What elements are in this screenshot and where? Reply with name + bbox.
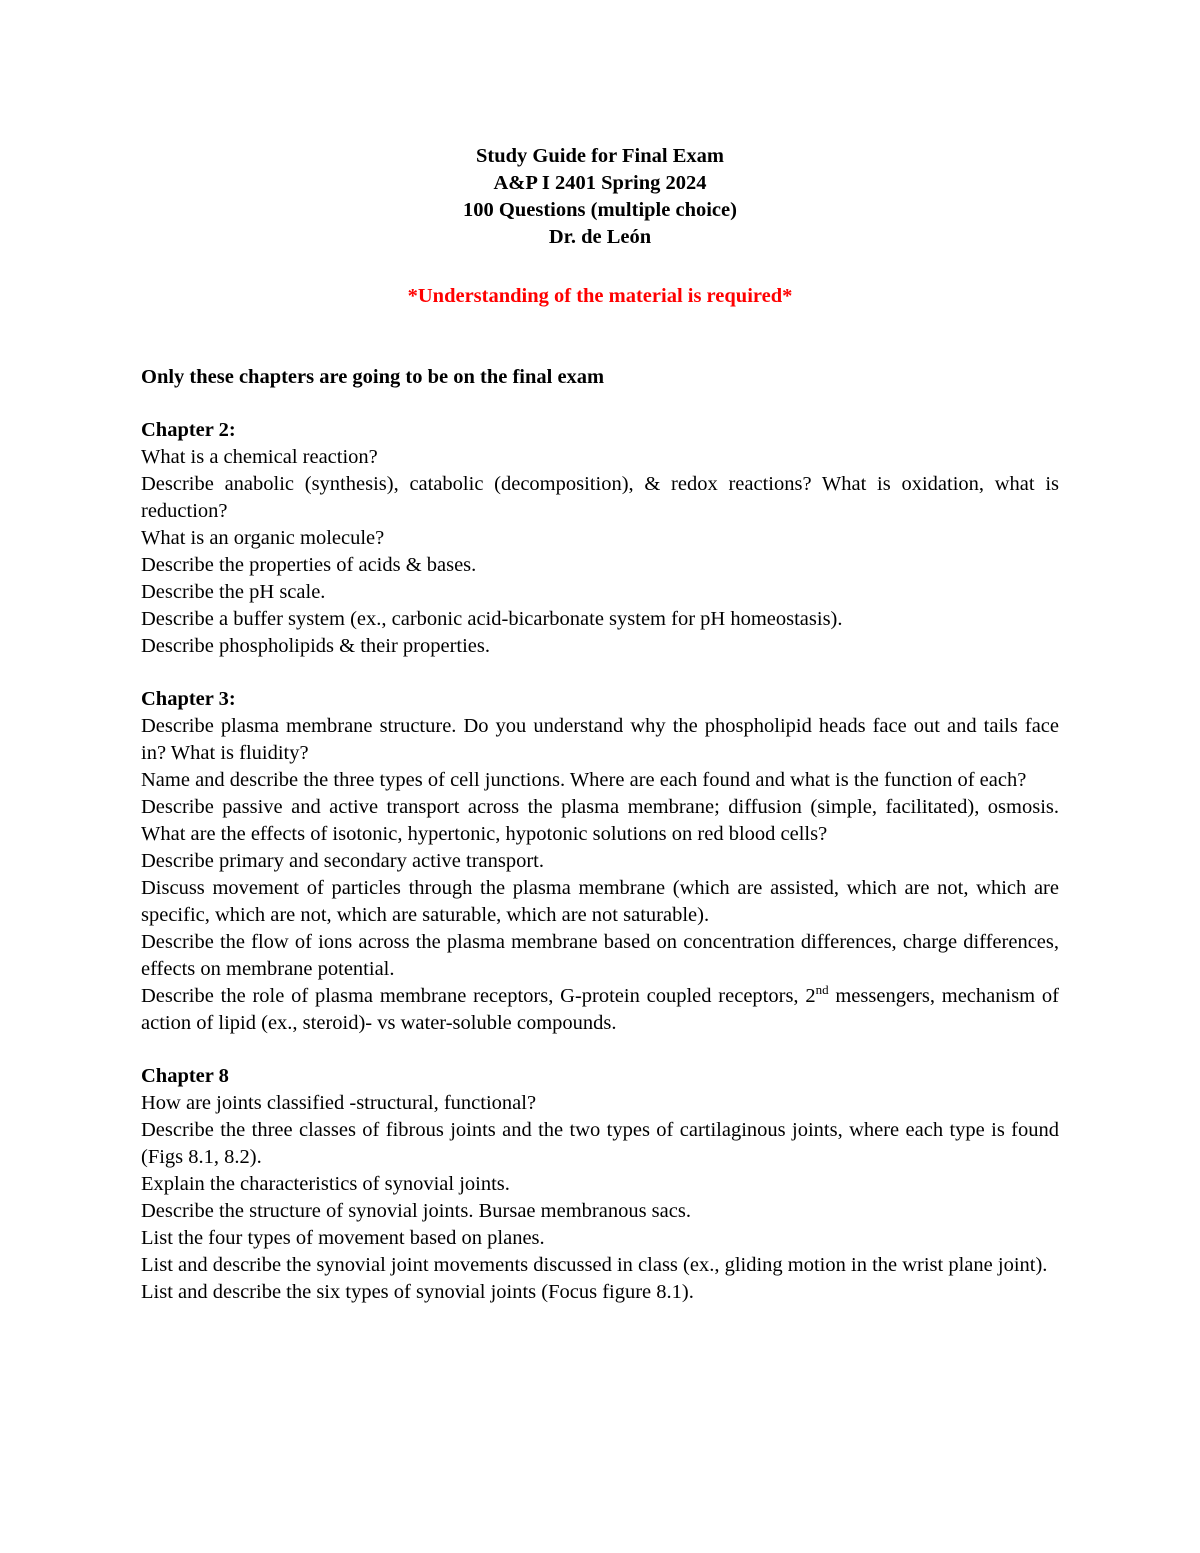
scope-statement: Only these chapters are going to be on the final exam xyxy=(141,366,605,388)
chapter-title: Chapter 8 xyxy=(141,1065,229,1087)
question-text-part: messengers, mechanism of action of lipid (ex., steroid)- vs water-soluble compounds. xyxy=(141,985,1059,1034)
chapter-title: Chapter 2: xyxy=(141,419,236,441)
question-item: Describe the pH scale. xyxy=(141,581,326,603)
question-item: How are joints classified -structural, functional? xyxy=(141,1092,537,1114)
exam-format: 100 Questions (multiple choice) xyxy=(463,199,737,221)
instructor-name: Dr. de León xyxy=(548,226,652,248)
question-item: Describe the three classes of fibrous joints and the two types of cartilaginous joints, where each type is found (Figs 8.1, 8.2). xyxy=(141,1119,1059,1168)
question-item: Discuss movement of particles through the plasma membrane (which are assisted, which are not, which are specific, which are not, which are saturable, which are not saturable). xyxy=(141,877,1059,926)
question-item: Explain the characteristics of synovial joints. xyxy=(141,1173,510,1195)
chapter-title: Chapter 3: xyxy=(141,688,236,710)
question-item xyxy=(141,983,1059,1037)
question-item: What is an organic molecule? xyxy=(141,527,385,549)
question-item: List and describe the synovial joint movements discussed in class (ex., gliding motion in the wrist plane joint). xyxy=(141,1254,1048,1276)
question-item: What is a chemical reaction? xyxy=(141,446,378,468)
question-item: List and describe the six types of synovial joints (Focus figure 8.1). xyxy=(141,1281,694,1303)
chapter-section xyxy=(141,417,1059,660)
question-item: Describe the properties of acids & bases. xyxy=(141,554,477,576)
question-item: Describe the structure of synovial joints. Bursae membranous sacs. xyxy=(141,1200,691,1222)
question-item: Describe plasma membrane structure. Do you understand why the phospholipid heads face out and tails face in? What is fluidity? xyxy=(141,715,1059,764)
question-item: Describe the flow of ions across the plasma membrane based on concentration differences, charge differences, effects on membrane potential. xyxy=(141,931,1059,980)
question-item: Describe anabolic (synthesis), catabolic (decomposition), & redox reactions? What is oxidation, what is reduction? xyxy=(141,473,1059,522)
requirement-notice: *Understanding of the material is required* xyxy=(407,285,793,307)
question-item: Describe primary and secondary active transport. xyxy=(141,850,545,872)
question-text-part: Describe the role of plasma membrane receptors, G-protein coupled receptors, 2 xyxy=(141,985,816,1007)
chapter-section xyxy=(141,1063,1059,1306)
course-info: A&P I 2401 Spring 2024 xyxy=(493,172,707,194)
question-item: Describe phospholipids & their properties. xyxy=(141,635,491,657)
document-page xyxy=(141,143,1059,1306)
question-item: Name and describe the three types of cell junctions. Where are each found and what is the function of each? xyxy=(141,769,1027,791)
question-item: Describe passive and active transport across the plasma membrane; diffusion (simple, facilitated), osmosis. What are the effects of isotonic, hypertonic, hypotonic solutions on red blood cells? xyxy=(141,796,1059,845)
document-header xyxy=(141,143,1059,251)
question-item: Describe a buffer system (ex., carbonic acid-bicarbonate system for pH homeostasis). xyxy=(141,608,843,630)
question-item: List the four types of movement based on planes. xyxy=(141,1227,545,1249)
ordinal-superscript: nd xyxy=(815,982,829,998)
chapter-section xyxy=(141,686,1059,1037)
document-title: Study Guide for Final Exam xyxy=(476,145,724,167)
